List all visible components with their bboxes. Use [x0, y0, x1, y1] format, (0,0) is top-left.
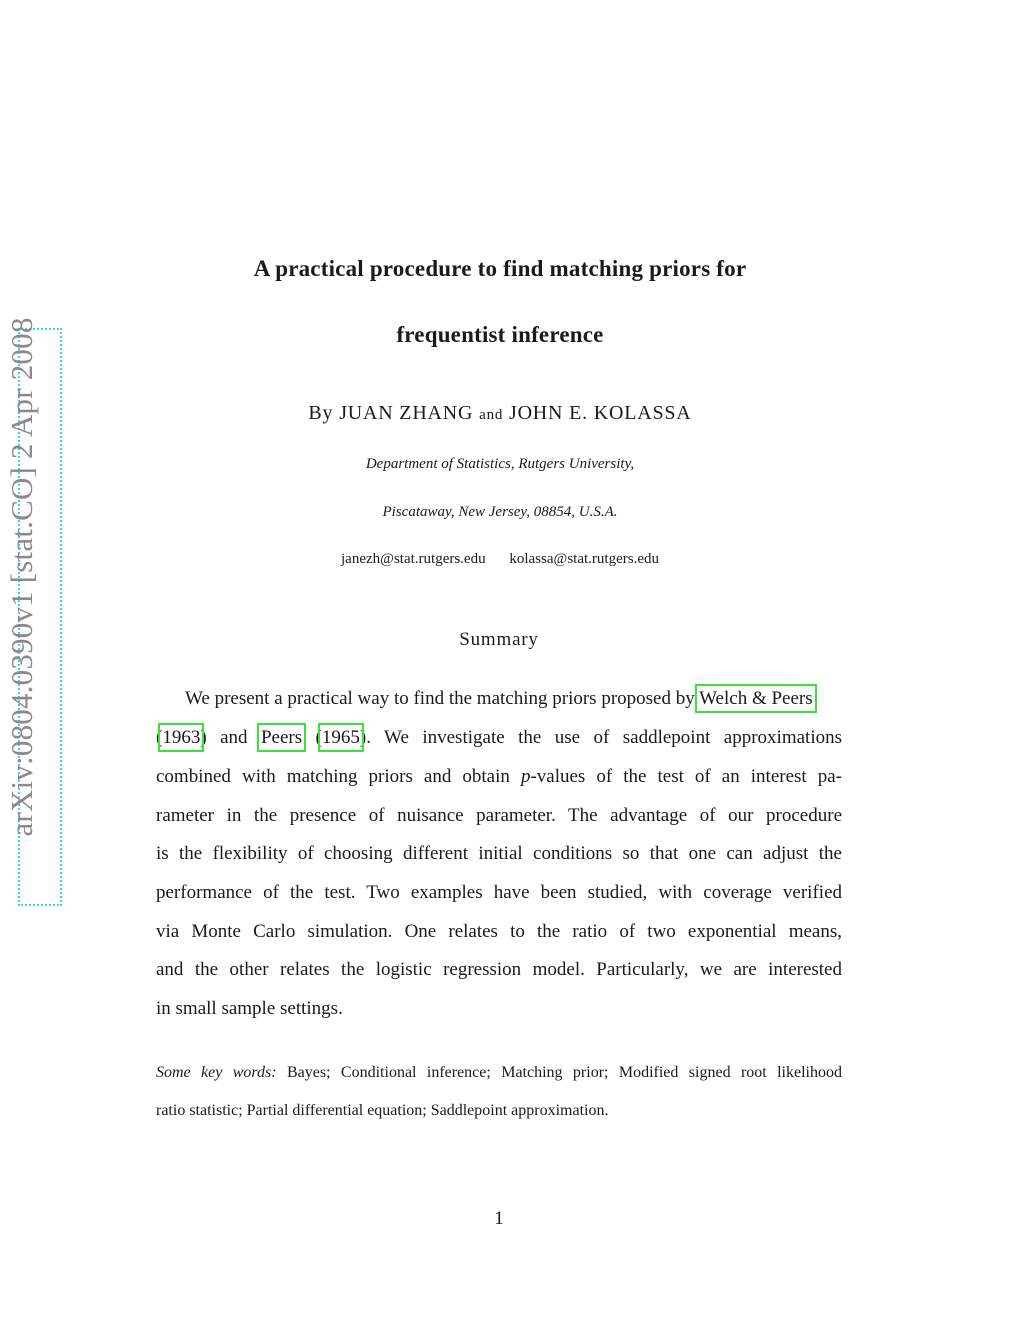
author-emails — [0, 551, 1000, 568]
citation-peers-link[interactable]: Peers — [260, 727, 303, 748]
summary-text: -values of the test of an interest pa- — [530, 766, 842, 787]
summary-heading: Summary — [459, 629, 539, 650]
summary-line-3 — [156, 766, 842, 788]
by-word: By — [308, 402, 334, 424]
summary-text: ( — [302, 727, 322, 748]
author-line — [0, 402, 1000, 425]
keywords-line-1 — [156, 1064, 842, 1082]
citation-1965-link[interactable]: 1965 — [321, 727, 360, 748]
author-juan-zhang: JUAN ZHANG — [339, 402, 474, 424]
summary-line-7: via Monte Carlo simulation. One relates to the ratio of two exponential means, — [156, 921, 842, 942]
summary-line-2 — [156, 727, 842, 749]
keywords-label: Some key words: — [156, 1064, 277, 1081]
author-john-kolassa: JOHN E. KOLASSA — [508, 402, 692, 424]
summary-line-8: and the other relates the logistic regression model. Particularly, we are interested — [156, 959, 842, 980]
citation-1963-link[interactable]: 1963 — [162, 727, 201, 748]
summary-text: We present a practical way to find the matching priors proposed by — [185, 688, 700, 709]
arxiv-identifier[interactable]: arXiv:0804.0390v1 [stat.CO] 2 Apr 2008 — [4, 317, 39, 837]
summary-line-5: is the flexibility of choosing different initial conditions so that one can adjust the — [156, 843, 842, 864]
email-janezh: janezh@stat.rutgers.edu — [341, 551, 486, 567]
keywords-line-2: ratio statistic; Partial differential equation; Saddlepoint approximation. — [156, 1102, 609, 1119]
summary-line-6: performance of the test. Two examples have been studied, with coverage verified — [156, 882, 842, 903]
keywords-text: Bayes; Conditional inference; Matching prior; Modified signed root likelihood — [276, 1064, 842, 1081]
paper-title-line-1: A practical procedure to find matching priors for — [253, 256, 747, 281]
email-kolassa: kolassa@stat.rutgers.edu — [509, 551, 659, 567]
paper-title-line-2: frequentist inference — [396, 322, 604, 347]
affiliation-address: Piscataway, New Jersey, 08854, U.S.A. — [382, 504, 618, 520]
summary-line-4: rameter in the presence of nuisance parameter. The advantage of our procedure — [156, 805, 842, 826]
summary-text: ) and — [200, 727, 261, 748]
summary-text: ( — [156, 727, 163, 748]
summary-text: ). We investigate the use of saddlepoint approximations — [359, 727, 842, 748]
summary-line-1 — [156, 688, 842, 710]
and-word: and — [479, 407, 504, 423]
citation-welch-peers-link[interactable]: Welch & Peers — [699, 688, 813, 709]
page-number: 1 — [494, 1208, 504, 1229]
summary-text: combined with matching priors and obtain — [156, 766, 521, 787]
p-variable: p — [520, 766, 531, 787]
affiliation-department: Department of Statistics, Rutgers University, — [365, 456, 635, 472]
summary-line-9: in small sample settings. — [156, 998, 343, 1019]
